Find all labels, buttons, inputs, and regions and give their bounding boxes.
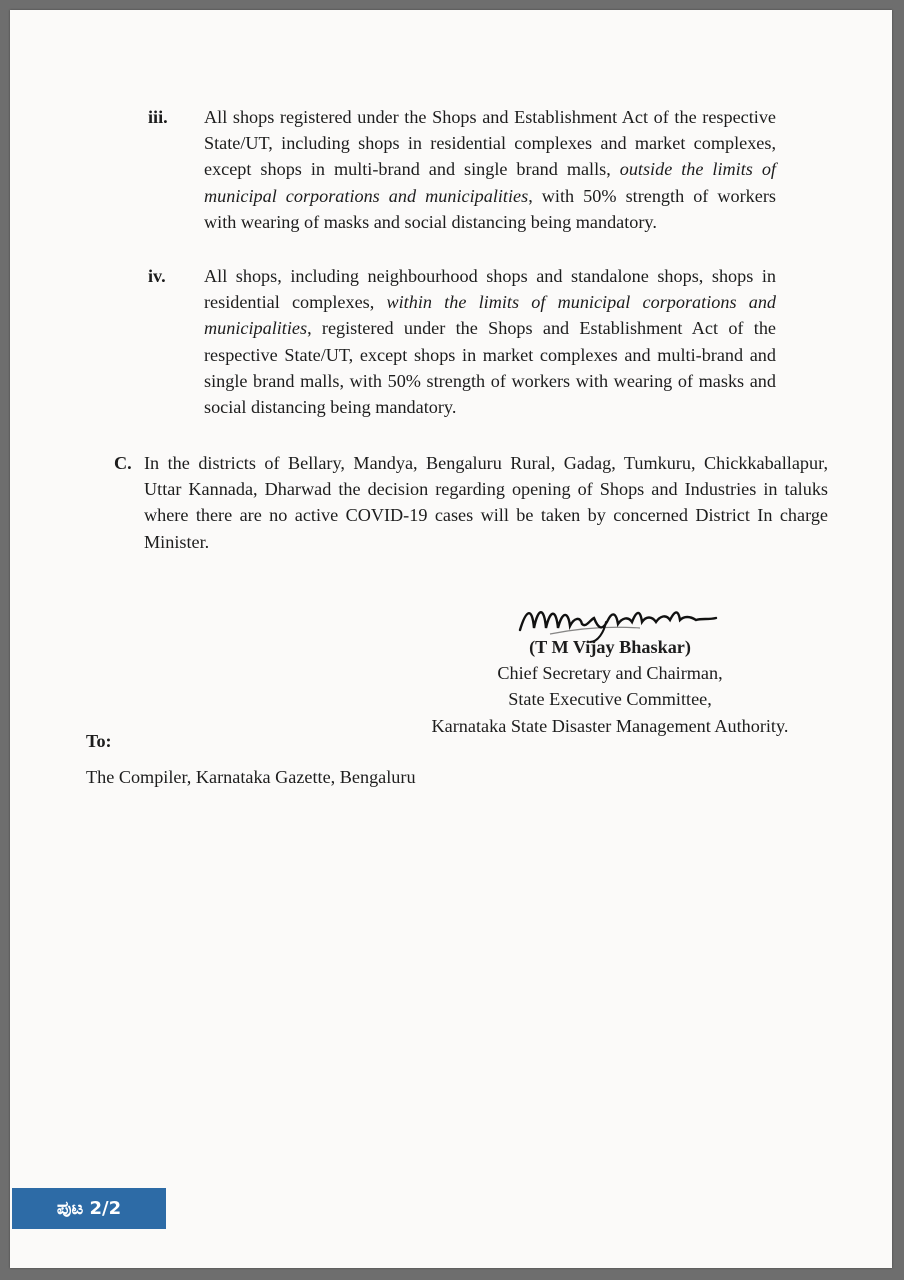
item-text-segment-italic: within the limits of municipal corporations and municipalities — [204, 292, 777, 339]
item-text-segment: All shops, including neighbourhood shops and standalone shops, shops in residential complexes, — [204, 266, 776, 313]
signatory-designation: Chief Secretary and Chairman, — [497, 663, 723, 684]
section-c-text: In the districts of Bellary, Mandya, Bengaluru Rural, Gadag, Tumkuru, Chickkaballapur, Uttar Kannada, Dharwad the decision regarding opening of Shops and Industries in taluks where there are no active COVID-19 cases will be taken by concerned District In charge Minister. — [144, 453, 828, 552]
item-text-segment: , registered under the Shops and Establishment Act of the respective State/UT, except shops in market complexes and multi-brand and single brand malls, with 50% strength of workers with wearing of masks and social distancing being mandatory. — [204, 318, 776, 418]
signature-block — [390, 598, 830, 739]
item-text — [204, 104, 776, 235]
signatory-designation: State Executive Committee, — [508, 689, 712, 710]
document-page — [10, 10, 892, 1268]
signatory-name: (T M Vijay Bhaskar) — [529, 637, 691, 657]
to-label: To: — [86, 731, 112, 751]
recipient: The Compiler, Karnataka Gazette, Bengaluru — [86, 767, 416, 787]
item-text-segment: , with 50% strength of workers with wearing of masks and social distancing being mandatory. — [204, 185, 776, 232]
item-label: iii. — [148, 107, 168, 127]
section-c-label: C. — [114, 453, 132, 473]
signatory-designation: Karnataka State Disaster Management Authority. — [431, 715, 789, 736]
item-label: iv. — [148, 266, 166, 286]
item-text — [204, 263, 776, 420]
item-text-segment: All shops registered under the Shops and Establishment Act of the respective State/UT, including shops in residential complexes and market complexes, except shops in multi-brand and single brand malls, — [204, 107, 776, 180]
page-number-badge: ಪುಟ 2/2 — [12, 1188, 166, 1229]
item-text-segment-italic: outside the limits of municipal corporations and municipalities — [204, 159, 776, 206]
